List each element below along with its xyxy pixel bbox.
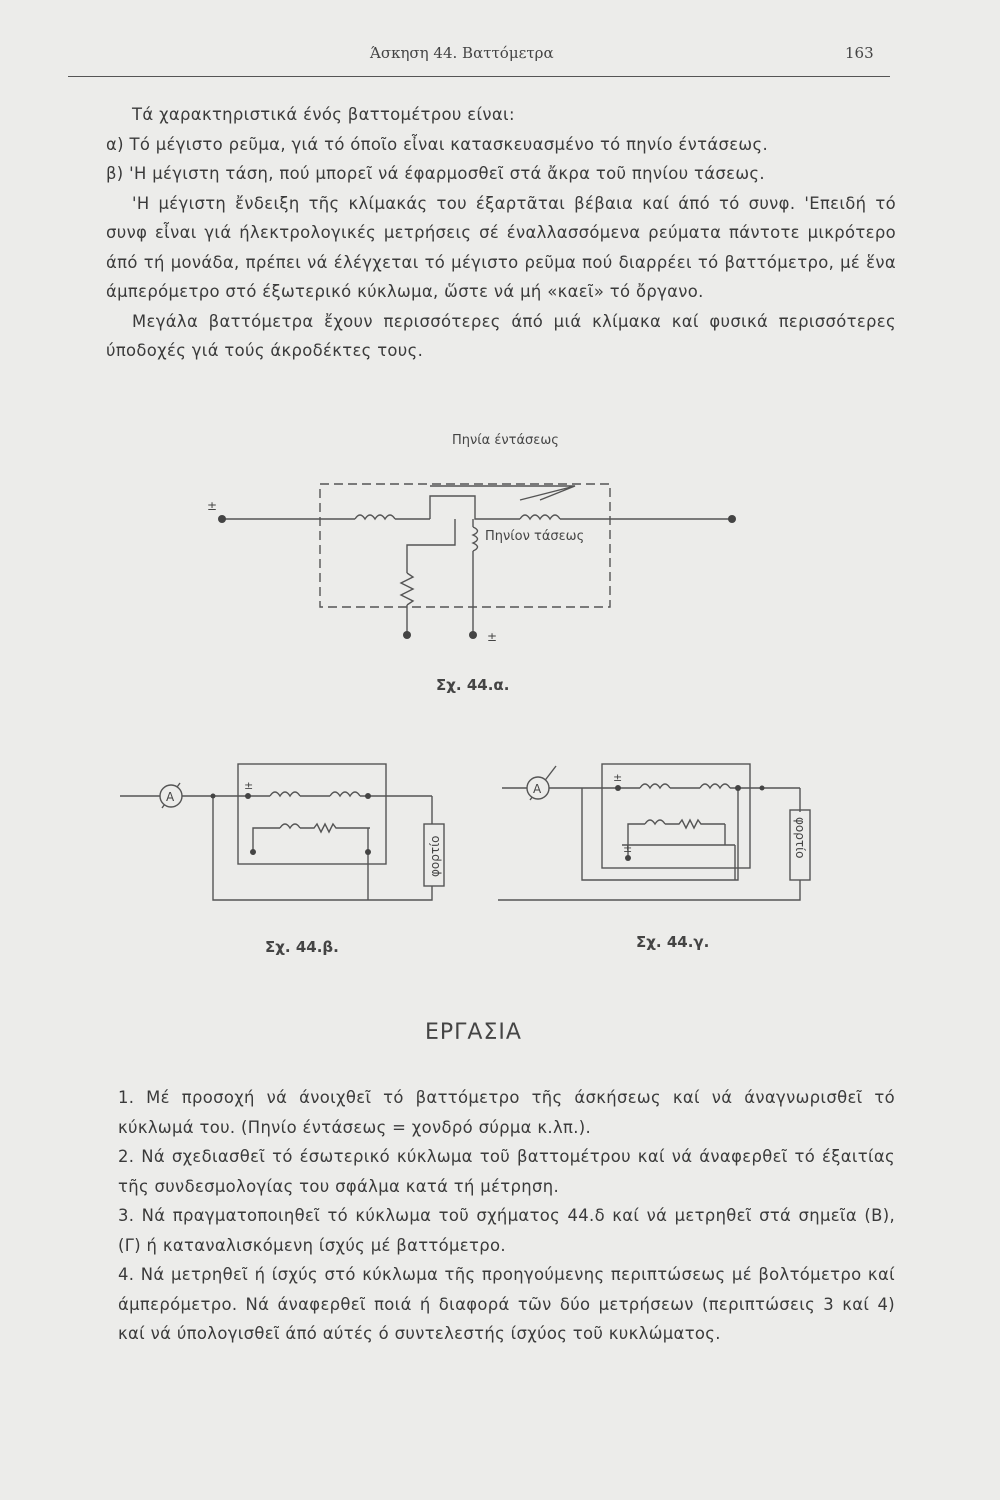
terminal-b-plus [245,793,251,799]
meter-housing-dashed [320,484,610,607]
terminal-c-plus [615,785,621,791]
plus-minus-a-bottom: ± [487,630,498,644]
resistor-b [300,824,370,832]
meter-b-housing [238,764,386,864]
resistor-c [665,820,725,828]
task-item-3: 3. Νά πραγματοποιηθεῖ τό κύκλωμα τοῦ σχήματος 44.δ καί νά μετρηθεῖ στά σημεῖα (Β), (Γ) ή καταναλισκόμενη ίσχύς μέ βαττόμετρο. [118,1206,895,1255]
wire-c-return [498,880,800,900]
section-title: ΕΡΓΑΣΙΑ [425,1020,522,1045]
caption-figure-b: Σχ. 44.β. [265,938,339,956]
task-item-1: 1. Μέ προσοχή νά άνοιχθεῖ τό βαττόμετρο τῆς άσκήσεως καί νά άναγνωρισθεῖ τό κύκλωμά του. (Πηνίο έντάσεως = χονδρό σύρμα κ.λπ.). [118,1088,895,1137]
intro-paragraph-3: β) 'Η μέγιστη τάση, πού μπορεῖ νά έφαρμοσθεῖ στά ἄκρα τοῦ πηνίου τάσεως. [106,164,765,183]
terminal-b-voltage-right [365,849,371,855]
plus-minus-c-top: ± [613,771,623,784]
current-coil-c1 [640,784,670,788]
task-item-4: 4. Νά μετρηθεῖ ή ίσχύς στό κύκλωμα τῆς προηγούμενης περιπτώσεως μέ βολτόμετρο καί άμπερόμετρο. Νά άναφερθεῖ ποιά ή διαφορά τῶν δύο μετρήσεων (περιπτώσεις 3 καί 4) καί νά ύπολογισθεῖ άπό αύτές ό συντελεστής ίσχύος τοῦ κυκλώματος. [118,1265,895,1343]
intro-paragraph-4: 'Η μέγιστη ἔνδειξη τῆς κλίμακάς του έξαρτᾶται βέβαια καί άπό τό συνφ. 'Επειδή τό συνφ εἶναι γιά ήλεκτρολογικές μετρήσεις σέ έναλλασσόμενα ρεύματα πάντοτε μικρότερο άπό τή μονάδα, πρέπει νά έλέγχεται τό μέγιστο ρεῦμα πού διαρρέει τό βαττόμετρο, μέ ἕνα άμπερόμετρο στό έξωτερικό κύκλωμα, ὥστε νά μή «καεῖ» τό ὄργανο. [106,193,896,301]
current-coil-left [355,515,395,519]
voltage-coil-b [280,824,300,828]
voltage-coil [473,527,478,551]
page-number: 163 [845,44,874,62]
series-resistor [401,573,413,605]
wire-b-return [213,796,432,900]
running-title: Άσκηση 44. Βαττόμετρα [370,44,554,62]
current-coil-c2 [700,784,730,788]
current-coil-b2 [330,792,360,796]
junction-b [211,794,216,799]
terminal-bottom-plus [469,631,477,639]
terminal-b-voltage-left [250,849,256,855]
plus-minus-b: ± [244,779,254,792]
wire-resistor-top [407,519,455,573]
terminal-c-out [735,785,741,791]
current-coil-right [520,515,560,519]
task-list [73,1083,895,1349]
plus-minus-c-inner: ± [623,842,633,855]
terminal-bottom-left [403,631,411,639]
terminal-right [728,515,736,523]
label-voltage-coil: Πηνίον τάσεως [485,529,585,544]
wire-bridge [430,496,520,519]
voltage-coil-c [645,820,665,824]
wire-c-voltage-loop [582,788,738,880]
intro-paragraph-2: α) Τό μέγιστο ρεῦμα, γιά τό όποῖο εἶναι κατασκευασμένο τό πηνίο έντάσεως. [106,134,769,154]
terminal-b-out [365,793,371,799]
load-c-label: φορτίο [793,817,807,859]
plus-minus-a-left: ± [207,499,218,513]
ammeter-b-label: A [166,790,175,804]
current-coil-b1 [270,792,300,796]
junction-c [760,786,765,791]
terminal-c-voltage [625,855,631,861]
task-item-2: 2. Νά σχεδιασθεῖ τό έσωτερικό κύκλωμα τοῦ βαττομέτρου καί νά άναφερθεῖ τό έξαιτίας τῆς συνδεσμολογίας του σφάλμα κατά τή μέτρηση. [118,1147,895,1196]
pointer-arrows-current [430,486,575,500]
load-b-label: φορτίο [428,835,442,877]
figure-b-diagram [120,764,444,900]
intro-paragraph-1: Τά χαρακτηριστικά ένός βαττομέτρου είναι: [132,105,515,124]
terminal-left-plus [218,515,226,523]
caption-figure-c: Σχ. 44.γ. [636,933,710,951]
label-current-coils: Πηνία έντάσεως [452,433,559,448]
intro-paragraph-5: Μεγάλα βαττόμετρα ἔχουν περισσότερες άπό μιά κλίμακα καί φυσικά περισσότερες ύποδοχές γιά τούς άκροδέκτες τους. [106,311,896,360]
wire-b-voltage-left [253,828,280,852]
caption-figure-a: Σχ. 44.α. [436,676,510,694]
ammeter-c-label: A [533,782,542,796]
figure-a-diagram [222,484,732,633]
